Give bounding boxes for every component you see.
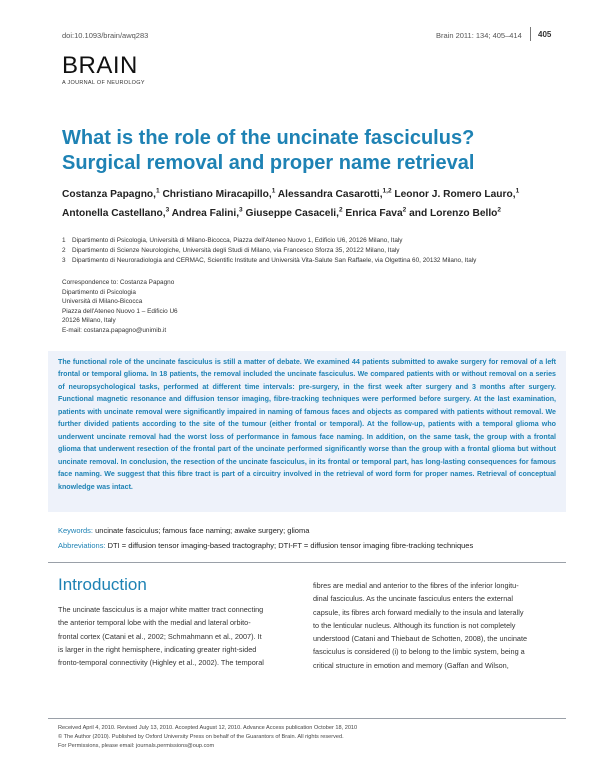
intro-column-right: fibres are medial and anterior to the fibres of the inferior longitu- dinal fasciculus. As the uncinate fasciculus enters the external capsule, its fibres arch forward medially to the insula and laterally to the lenticular nucleus. Although its function is not completely understood (Catani and Thiebaut de Schotten, 2008), the uncinate fasciculus is considered (i) to belong to the limbic system, being a critical structure in emotion and memory (Gaffan and Wilson, bbox=[313, 581, 528, 670]
affiliation: 3 Dipartimento di Neuroradiologia and CERMAC, Scientific Institute and Università Vita-Salute San Raffaele, via Olgettina 60, 20132 Milano, Italy bbox=[62, 257, 477, 264]
author: Antonella Castellano,$^3$ bbox=[62, 206, 170, 219]
author: Leonor J. Romero Lauro,$^1$ bbox=[394, 188, 520, 201]
abbreviations-label: Abbreviations: bbox=[58, 541, 106, 550]
author: Giuseppe Casaceli,$^2$ bbox=[245, 206, 343, 219]
affiliation: 2 Dipartimento di Scienze Neurologiche, Università degli Studi di Milano, via Francesco Sforza 35, 20122 Milano, Italy bbox=[62, 247, 400, 254]
journal-logo: BRAIN bbox=[62, 52, 138, 79]
abstract-box bbox=[48, 351, 566, 512]
journal-reference: Brain 2011: 134; 405–414 bbox=[436, 31, 522, 40]
author: Enrica Fava$^2$ bbox=[345, 206, 407, 219]
correspondence-email[interactable]: E-mail: costanza.papagno@unimib.it bbox=[62, 326, 167, 334]
footer-copyright: © The Author (2010). Published by Oxford University Press on behalf of the Guarantors of Brain. All rights reserved. bbox=[58, 734, 344, 740]
author: Alessandra Casarotti,$^{1,2}$ bbox=[277, 188, 392, 201]
abbreviations bbox=[58, 541, 473, 550]
footer-dates: Received April 4, 2010. Revised July 13, 2010. Accepted August 12, 2010. Advance Access publication October 18, 2010 bbox=[58, 725, 358, 731]
section-divider bbox=[48, 562, 566, 563]
journal-logo-subtitle: A JOURNAL OF NEUROLOGY bbox=[62, 80, 145, 86]
correspondence: Correspondence to: Costanza Papagno Dipartimento di Psicologia Università di Milano-Bicocca Piazza dell'Ateneo Nuovo 1 – Edificio U6 20126 Milano, Italy E-mail: costanza.papagno@unimib.it bbox=[62, 278, 312, 336]
affiliations bbox=[62, 236, 562, 266]
keywords-text: uncinate fasciculus; famous face naming; awake surgery; glioma bbox=[95, 526, 310, 535]
author: Costanza Papagno,$^1$ bbox=[62, 188, 160, 201]
abstract-text: The functional role of the uncinate fasciculus is still a matter of debate. We examined 44 patients submitted to awake surgery for removal of a left frontal or temporal glioma. In 18 patients, the removal included the uncinate fasciculus. We compared patients with or without removal on a series of neuropsychological tasks, performed at different time intervals: pre-surgery, in the first week after surgery and 3 months after surgery. Functional magnetic resonance and diffusion tensor imaging, fibre-tracking techniques were performed before surgery. At the last examination, patients with uncinate removal were significantly impaired in naming of famous faces and objects as compared with patients without removal. We further divided patients according to the site of the tumour (either frontal or temporal). At the follow-up, patients with a temporal glioma who underwent uncinate removal had the worst loss of performance in famous face naming. In addition, on the same task, the group with a frontal glioma that underwent resection of the frontal part of the uncinate performed significantly worse than the group with a frontal glioma but without uncinate removal. In conclusion, the resection of the uncinate fasciculus, in its frontal or temporal part, has long-lasting consequences for famous face naming. We suggest that this fibre tract is part of a circuitry involved in the retrieval of word form for proper names. Retrieval of conceptual knowledge was intact. bbox=[58, 358, 556, 491]
section-heading: Introduction bbox=[58, 575, 147, 594]
page-number: 405 bbox=[538, 30, 552, 39]
affiliation: 1 Dipartimento di Psicologia, Università di Milano-Bicocca, Piazza dell'Ateneo Nuovo 1, Edificio U6, 20126 Milano, Italy bbox=[62, 237, 403, 244]
doi[interactable]: doi:10.1093/brain/awq283 bbox=[62, 31, 149, 40]
author: Christiano Miracapillo,$^1$ bbox=[162, 188, 276, 201]
title-line-1: What is the role of the uncinate fasciculus? bbox=[62, 127, 475, 149]
intro-column-left: The uncinate fasciculus is a major white matter tract connecting the anterior temporal lobe with the medial and lateral orbito- frontal cortex (Catani et al., 2002; Schmahmann et al., 2007). It is larger in the right hemisphere, indicating greater right-sided fronto-temporal connectivity (Highley et al., 2002). The temporal bbox=[58, 605, 264, 668]
abbreviations-text: DTI = diffusion tensor imaging-based tractography; DTI-FT = diffusion tensor imaging fibre-tracking techniques bbox=[107, 541, 474, 550]
header-divider bbox=[530, 27, 531, 41]
author: Andrea Falini,$^3$ bbox=[171, 206, 243, 219]
keywords bbox=[58, 526, 309, 535]
keywords-label: Keywords: bbox=[58, 526, 94, 535]
author: and Lorenzo Bello$^2$ bbox=[409, 206, 502, 219]
article-title bbox=[62, 126, 542, 176]
footer-permissions[interactable]: For Permissions, please email: journals.permissions@oup.com bbox=[58, 743, 215, 749]
footer-divider bbox=[48, 718, 566, 719]
title-line-2: Surgical removal and proper name retrieval bbox=[62, 152, 475, 174]
author-list bbox=[62, 184, 552, 221]
footer bbox=[58, 724, 558, 751]
